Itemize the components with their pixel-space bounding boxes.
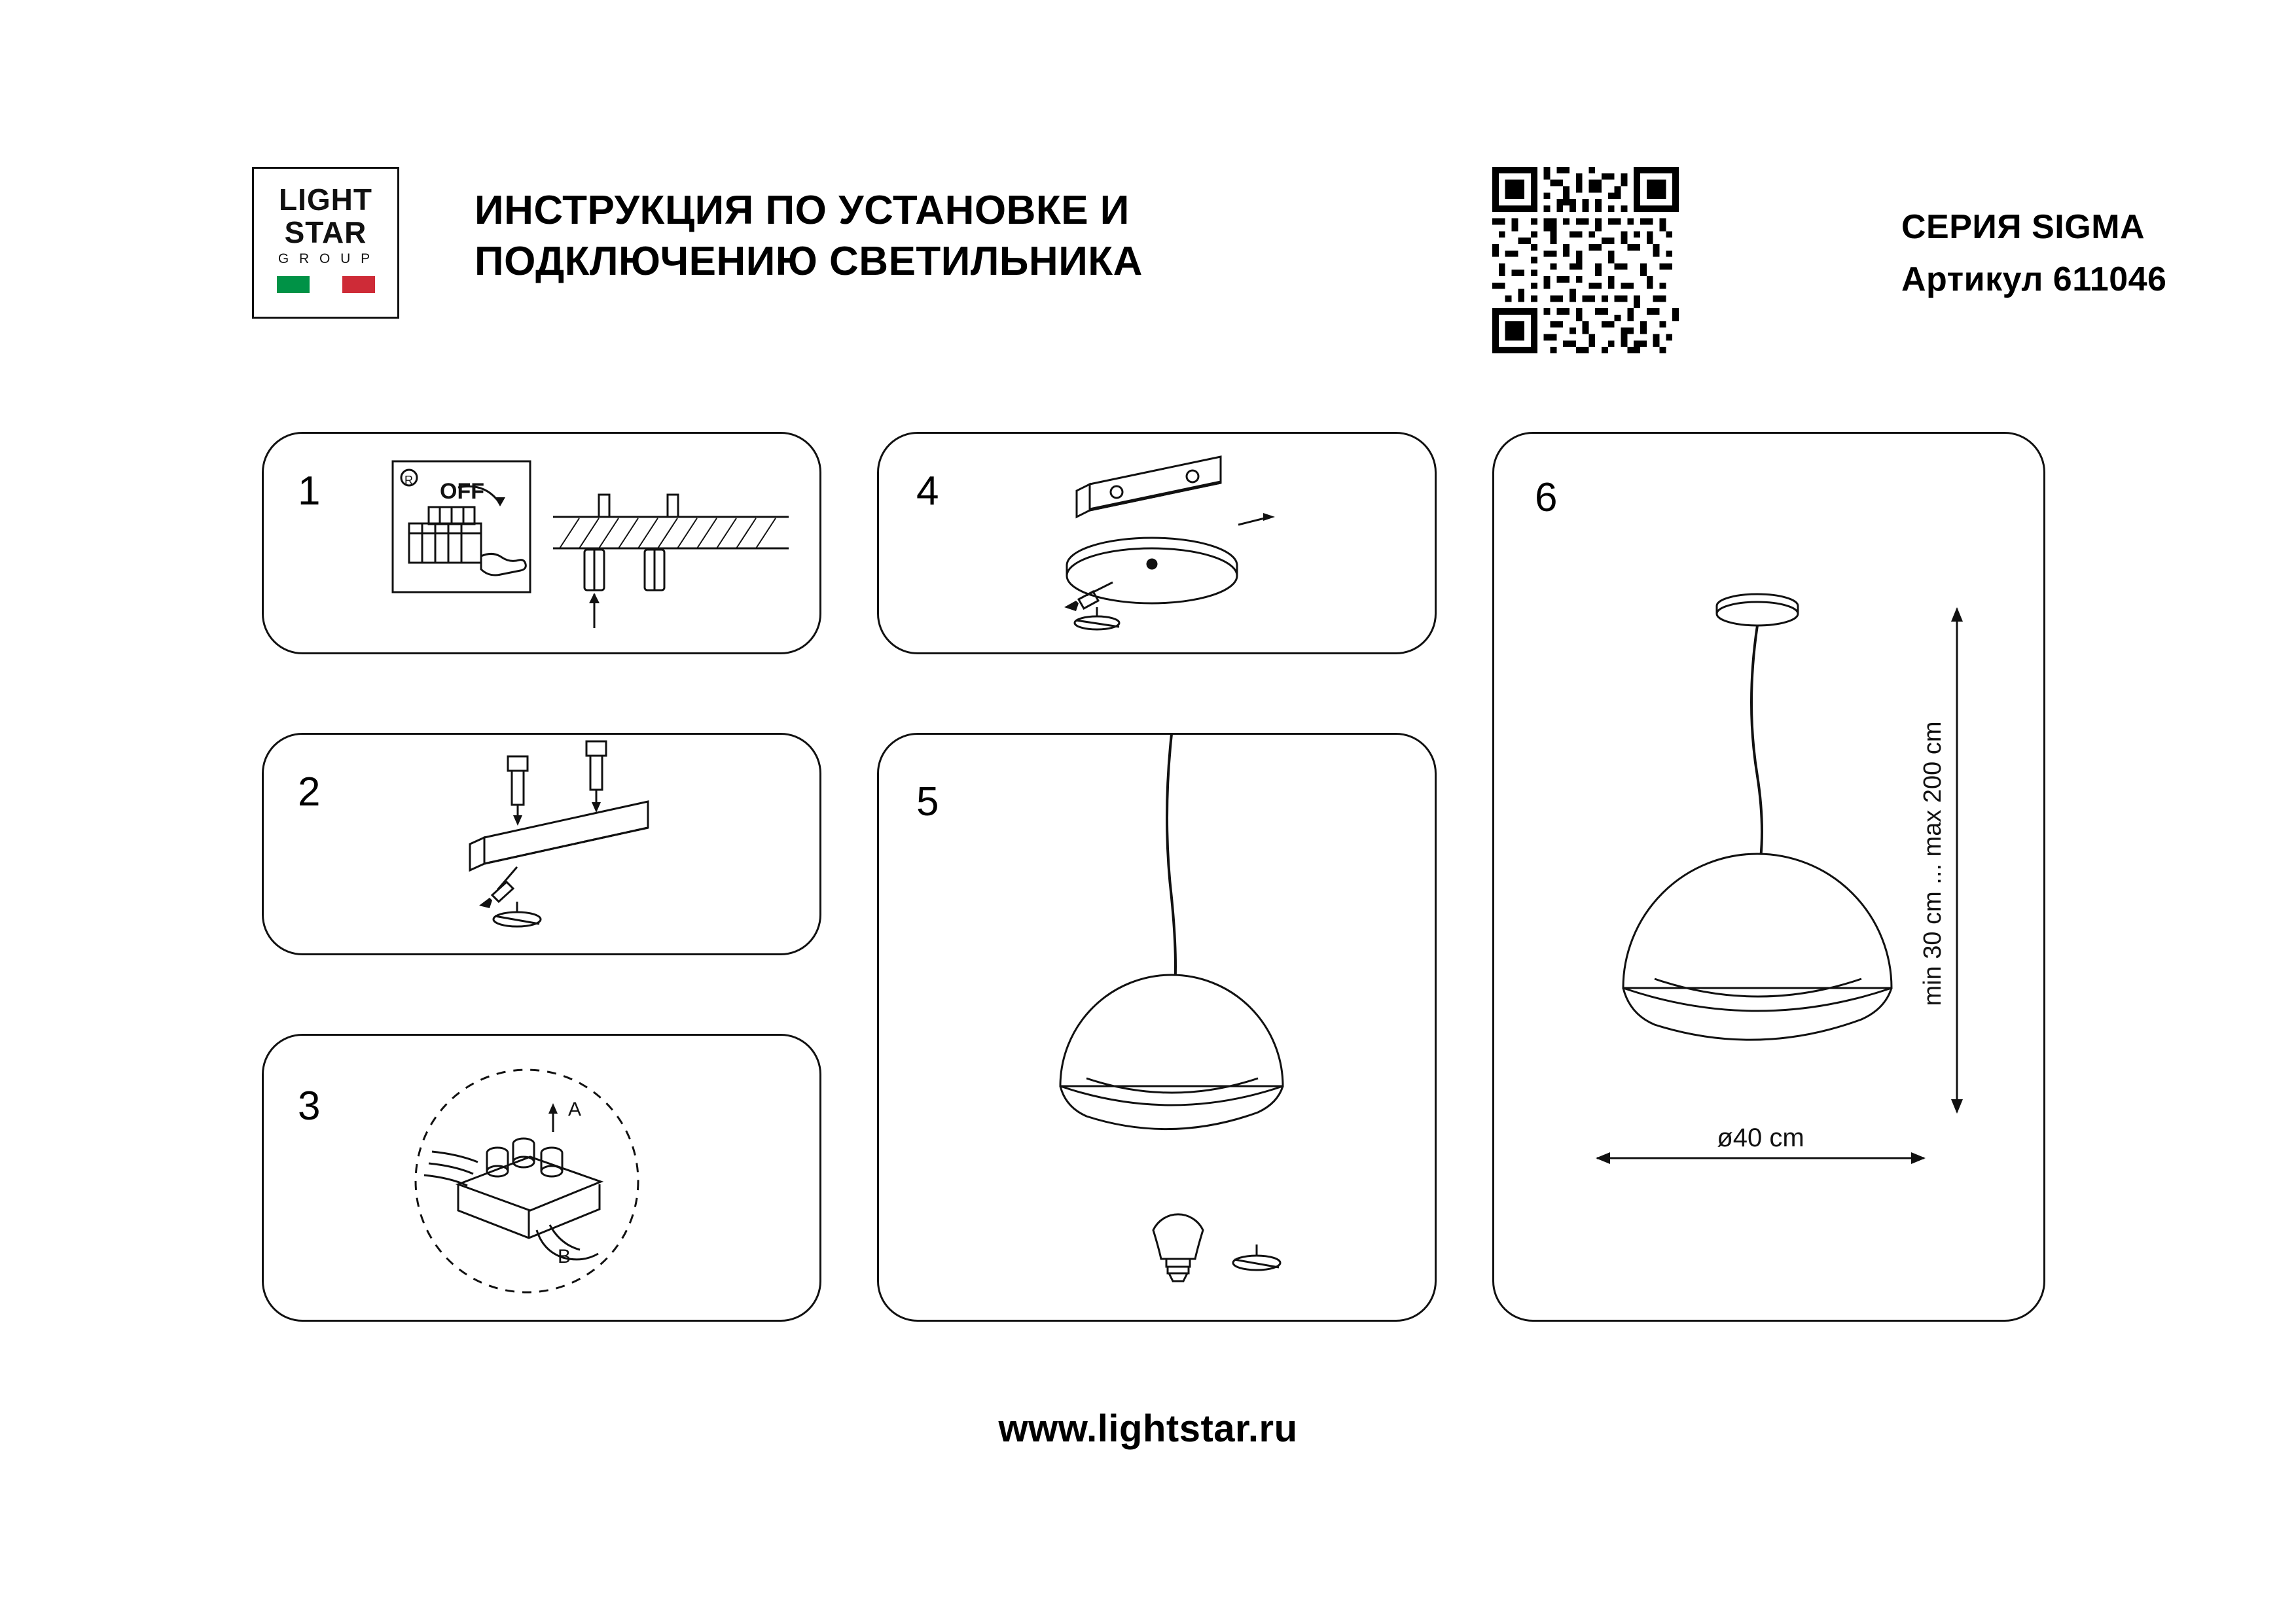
logo-text-group: G R O U P (278, 251, 374, 266)
step-number-3: 3 (298, 1084, 321, 1129)
off-label: OFF (440, 479, 484, 504)
step-panel-3 (262, 1034, 821, 1322)
svg-text:R: R (404, 474, 413, 487)
page-title: ИНСТРУКЦИЯ ПО УСТАНОВКЕ И ПОДКЛЮЧЕНИЮ СВЕТИЛЬНИКА (475, 188, 1143, 284)
logo-text-star: STAR (284, 215, 367, 249)
step-number-5: 5 (916, 779, 939, 824)
wire-a-label: A (568, 1099, 582, 1120)
italy-flag-icon (277, 276, 375, 293)
step-number-6: 6 (1535, 475, 1558, 520)
step-panel-4 (877, 432, 1437, 654)
article-label: Артикул 611046 (1901, 260, 2167, 298)
height-dimension-label: min 30 cm ... max 200 cm (1919, 721, 1946, 1006)
step-number-2: 2 (298, 769, 321, 815)
step-panel-1 (262, 432, 821, 654)
footer-website[interactable]: www.lightstar.ru (998, 1407, 1298, 1450)
diameter-dimension-label: ø40 cm (1717, 1123, 1804, 1152)
step-panel-2 (262, 733, 821, 955)
series-label: СЕРИЯ SIGMA (1901, 208, 2145, 246)
qr-code-icon (1492, 167, 1679, 353)
step-number-4: 4 (916, 468, 939, 514)
step-panel-6 (1492, 432, 2045, 1322)
logo-text-light: LIGHT (279, 183, 372, 217)
wire-b-label: B (558, 1246, 571, 1267)
step-number-1: 1 (298, 468, 321, 514)
brand-logo (252, 167, 399, 319)
document-header (252, 160, 2167, 324)
product-info (1901, 201, 2296, 306)
step-panel-5 (877, 733, 1437, 1322)
